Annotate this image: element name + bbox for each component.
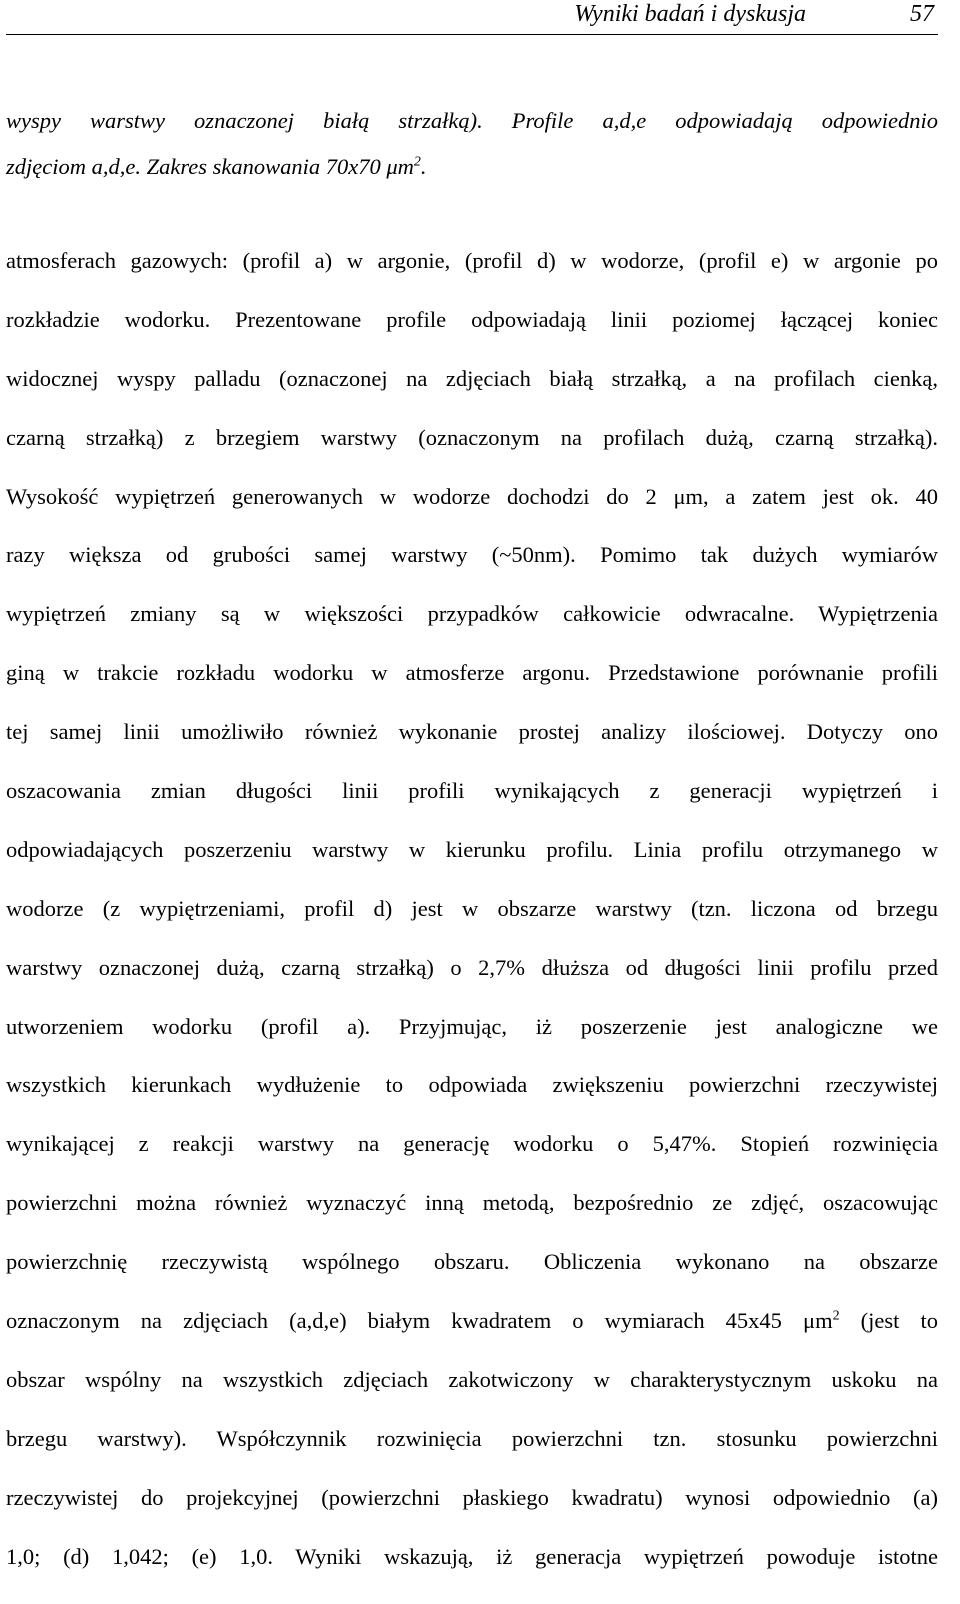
running-header (6, 0, 938, 35)
figure-caption (6, 98, 938, 190)
text-segment: (jest to (839, 1308, 938, 1334)
text-line: oszacowania zmian długości linii profili wynikających z generacji wypiętrzeń i (6, 778, 938, 804)
text-line: rzeczywistej do projekcyjnej (powierzchni płaskiego kwadratu) wynosi odpowiednio (a) (6, 1484, 938, 1510)
text-line: giną w trakcie rozkładu wodorku w atmosferze argonu. Przedstawione porównanie profili (6, 660, 938, 686)
text-line (6, 1292, 938, 1351)
caption-text: zdjęciom a,d,e. Zakres skanowania 70x70 (6, 154, 387, 179)
text-line: wszystkich kierunkach wydłużenie to odpowiada zwiększeniu powierzchni rzeczywistej (6, 1072, 938, 1098)
header-title: Wyniki badań i dyskusja (574, 1, 806, 27)
superscript: 2 (832, 1308, 840, 1324)
text-line: rozkładzie wodorku. Prezentowane profile odpowiadają linii poziomej łączącej koniec (6, 306, 938, 332)
text-line: wodorze (z wypiętrzeniami, profil d) jest w obszarze warstwy (tzn. liczona od brzegu (6, 895, 938, 921)
text-line: utworzeniem wodorku (profil a). Przyjmując, iż poszerzenie jest analogiczne we (6, 1013, 938, 1039)
text-line: warstwy oznaczonej dużą, czarną strzałką) o 2,7% dłuższa od długości linii profilu przed (6, 954, 938, 980)
caption-line: wyspy warstwy oznaczonej białą strzałką). Profile a,d,e odpowiadają odpowiednio (6, 108, 938, 133)
text-line: wynikającej z reakcji warstwy na generację wodorku o 5,47%. Stopień rozwinięcia (6, 1131, 938, 1157)
text-line: widocznej wyspy palladu (oznaczonej na zdjęciach białą strzałką, a na profilach cienką, (6, 365, 938, 391)
body-paragraph (6, 232, 938, 1586)
caption-line (6, 144, 938, 190)
text-line: obszar wspólny na wszystkich zdjęciach zakotwiczony w charakterystycznym uskoku na (6, 1366, 938, 1392)
text-line: powierzchnię rzeczywistą wspólnego obszaru. Obliczenia wykonano na obszarze (6, 1249, 938, 1275)
text-line: razy większa od grubości samej warstwy (~50nm). Pomimo tak dużych wymiarów (6, 542, 938, 568)
text-segment: oznaczonym na zdjęciach (a,d,e) białym kwadratem o wymiarach 45x45 μm (6, 1308, 833, 1334)
text-line: powierzchni można również wyznaczyć inną metodą, bezpośrednio ze zdjęć, oszacowując (6, 1190, 938, 1216)
text-line: brzegu warstwy). Współczynnik rozwinięcia powierzchni tzn. stosunku powierzchni (6, 1425, 938, 1451)
unit-micrometer: μm (386, 154, 414, 179)
text-line: 1,0; (d) 1,042; (e) 1,0. Wyniki wskazują, iż generacja wypiętrzeń powoduje istotne (6, 1543, 938, 1569)
text-line: czarną strzałką) z brzegiem warstwy (oznaczonym na profilach dużą, czarną strzałką). (6, 424, 938, 450)
superscript: 2 (413, 154, 421, 170)
text-line: tej samej linii umożliwiło również wykonanie prostej analizy ilościowej. Dotyczy ono (6, 719, 938, 745)
text-line: odpowiadających poszerzeniu warstwy w kierunku profilu. Linia profilu otrzymanego w (6, 836, 938, 862)
text-line: wypiętrzeń zmiany są w większości przypadków całkowicie odwracalne. Wypiętrzenia (6, 601, 938, 627)
page-number: 57 (910, 1, 934, 27)
text-line: Wysokość wypiętrzeń generowanych w wodorze dochodzi do 2 μm, a zatem jest ok. 40 (6, 483, 938, 509)
caption-text: . (420, 154, 427, 179)
text-line: atmosferach gazowych: (profil a) w argonie, (profil d) w wodorze, (profil e) w argonie po (6, 248, 938, 273)
